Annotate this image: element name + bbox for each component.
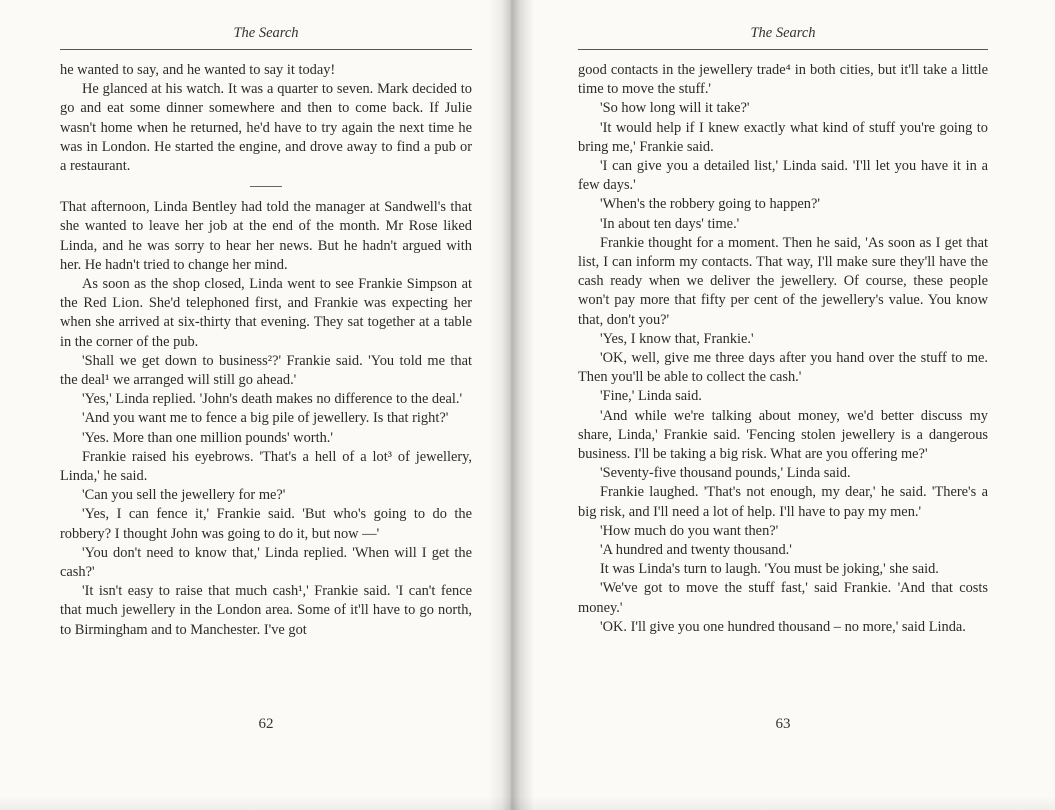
paragraph: 'Fine,' Linda said. [600, 388, 702, 405]
right-page [578, 0, 988, 810]
paragraph: 'It would help if I knew exactly what kind of stuff you're going to bring me,' Frankie said. [578, 119, 988, 155]
paragraph: 'Yes, I can fence it,' Frankie said. 'But who's going to do the robbery? I thought John was going to do it, but now —' [60, 506, 472, 542]
paragraph: 'Yes,' Linda replied. 'John's death makes no difference to the deal.' [82, 391, 463, 408]
paragraph: Frankie laughed. 'That's not enough, my dear,' he said. 'There's a big risk, and I'll need a lot of help. I'll have to pay my men.' [578, 484, 988, 520]
paragraph: 'Shall we get down to business²?' Frankie said. 'You told me that the deal¹ we arranged will still go ahead.' [60, 352, 472, 389]
paragraph: It was Linda's turn to laugh. 'You must be joking,' she said. [600, 561, 939, 578]
running-head: The Search [233, 25, 299, 41]
book-gutter [488, 0, 534, 810]
paragraph: good contacts in the jewellery trade⁴ in both cities, but it'll take a little time to move the stuff.' [578, 62, 988, 98]
page-number: 62 [258, 716, 274, 732]
page-body [578, 61, 988, 637]
paragraph: He glanced at his watch. It was a quarter to seven. Mark decided to go and eat some dinner somewhere and then to come back. If Julie wasn't home when he returned, he'd have to try again the next time he was in London. He started the engine, and drove away to find a pub or a restaurant. [60, 81, 472, 175]
paragraph: 'OK. I'll give you one hundred thousand – no more,' said Linda. [600, 618, 966, 635]
paragraph: 'Can you sell the jewellery for me?' [82, 487, 286, 504]
paragraph: 'I can give you a detailed list,' Linda said. 'I'll let you have it in a few days.' [578, 158, 988, 194]
paragraph: 'When's the robbery going to happen?' [600, 196, 820, 213]
page-number: 63 [775, 716, 791, 732]
paragraph: 'A hundred and twenty thousand.' [600, 542, 792, 559]
paragraph: 'OK, well, give me three days after you hand over the stuff to me. Then you'll be able to collect the cash.' [578, 350, 988, 386]
paragraph: 'So how long will it take?' [600, 100, 750, 117]
paragraph: 'In about ten days' time.' [600, 215, 740, 232]
paragraph: 'It isn't easy to raise that much cash¹,' Frankie said. 'I can't fence that much jewellery in the London area. Some of it'll have to go north, to Birmingham and to Manchester. I've got [60, 583, 472, 638]
paragraph: 'We've got to move the stuff fast,' said Frankie. 'And that costs money.' [578, 580, 988, 616]
paragraph: As soon as the shop closed, Linda went to see Frankie Simpson at the Red Lion. She'd telephoned first, and Frankie was expecting her when she arrived at six-thirty that evening. They sat together at a table in the corner of the pub. [60, 276, 472, 350]
header-rule [60, 49, 472, 50]
page-body [60, 61, 472, 640]
paragraph: 'And while we're talking about money, we'd better discuss my share, Linda,' Frankie said. 'Fencing stolen jewellery is a dangerous business. I'll be taking a big risk. What are you offering me?' [578, 407, 988, 463]
paragraph: 'Yes. More than one million pounds' worth.' [82, 429, 333, 446]
paragraph: 'Seventy-five thousand pounds,' Linda said. [600, 465, 851, 482]
paragraph: That afternoon, Linda Bentley had told the manager at Sandwell's that she wanted to leave her job at the end of the month. Mr Rose liked Linda, and he was sorry to hear her news. But he hadn't argued with her. He hadn't tried to change her mind. [60, 199, 472, 273]
paragraph: Frankie raised his eyebrows. 'That's a hell of a lot³ of jewellery, Linda,' he said. [60, 448, 472, 485]
left-page [60, 0, 472, 810]
paragraph: he wanted to say, and he wanted to say it today! [60, 62, 336, 78]
paragraph: 'How much do you want then?' [600, 522, 779, 539]
paragraph: Frankie thought for a moment. Then he said, 'As soon as I get that list, I can inform my contacts. That way, I'll make sure they'll have the cash ready when we deliver the jewellery. Of course, these people won't pay more that fifty per cent of the jewellery's value. You know that, don't you?' [578, 234, 988, 328]
paragraph: 'Yes, I know that, Frankie.' [600, 330, 754, 347]
running-head: The Search [750, 25, 816, 41]
paragraph: 'You don't need to know that,' Linda replied. 'When will I get the cash?' [60, 544, 472, 581]
section-break-rule [250, 186, 282, 187]
header-rule [578, 49, 988, 50]
paragraph: 'And you want me to fence a big pile of jewellery. Is that right?' [82, 410, 449, 427]
